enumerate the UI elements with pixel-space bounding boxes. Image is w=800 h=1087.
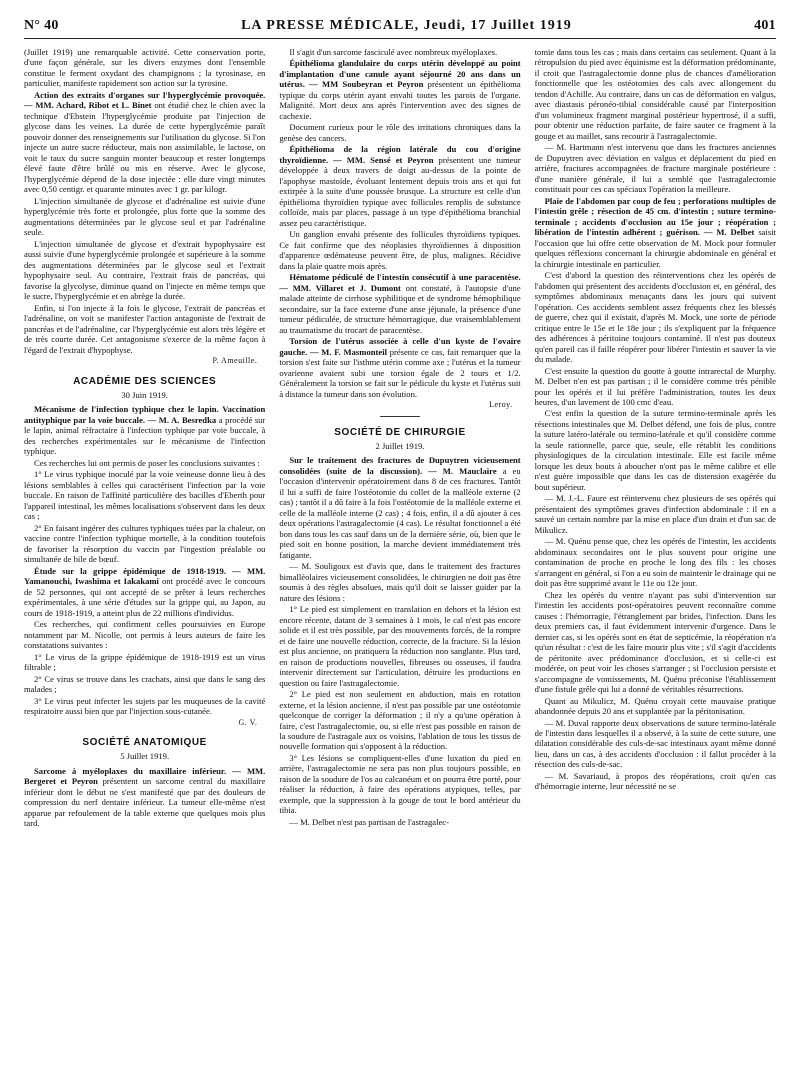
paragraph: — M. J.-L. Faure est réintervenu chez plusieurs de ses opérés qui présentaient des symptômes graves d'infection abdominale : il en a sauvé un certain nombre par la mise en place d'un drain et d'un sac de Mikulicz. [534, 493, 776, 535]
author-signature: P. Ameuille. [212, 356, 258, 366]
paragraph [279, 272, 520, 335]
article-title: Mécanisme de l'infection typhique chez le lapin. Vaccination antityphique par la voie buccale. — M. A. Besredka [24, 404, 266, 425]
paragraph [279, 144, 520, 228]
article-text: ont étudié chez le chien avec la technique d'Ebstein l'hyperglycémie produite par l'injection de glycose dans les veines. La durée de cette hyperglycémie paraît pouvoir donner des renseignements sur l'utilisation du glycose. Si l'on injecte un autre sucre réducteur, mais non assimilable, le lactose, on voit le taux du sucre sanguin monter beaucoup et rester longtemps élevé faute d'être brûlé ou mis en réserve. Avec le glycose, l'hyperglycémie dépend de la dose injectée : elle dure vingt minutes avec 0,50 centigr. et quarante minutes avec 1 gr. par kilogr. [24, 100, 266, 195]
paragraph: C'est ensuite la question du goutte à goutte intrarectal de Murphy. M. Delbet n'en est pas partisan ; il le considère comme très pénible pour les opérés et il lui préfère l'administration, toutes les deux heures, d'un lavement de 100 cmc d'eau. [534, 365, 776, 407]
paragraph: Document curieux pour le rôle des irritations chroniques dans la genèse des cancers. [279, 122, 521, 143]
paragraph: Il s'agit d'un sarcome fasciculé avec nombreux myéloplaxes. [289, 47, 498, 57]
article-text: ont constaté, à l'autopsie d'une malade atteinte de cirrhose syphilitique et de syndrome hémophilique secondaire, sur la face externe d'une anse jéjunale, la présence d'une tumeur pédiculée, de structure hémorragique, due vraisemblablement au traumatisme du trocart de paracentèse. [279, 282, 521, 335]
paragraph: Ces recherches, qui confirment celles poursuivies en Europe notamment par M. Nicolle, ont permis à leurs auteurs de faire les constatations suivantes : [24, 619, 266, 651]
article-title: Épithélioma glandulaire du corps utérin développé au point d'implantation d'une canule ayant séjourné 20 ans dans un utérus. — MM Soubeyran et Peyron [279, 58, 521, 90]
journal-title: LA PRESSE MÉDICALE, Jeudi, 17 Juillet 1919 [241, 18, 572, 33]
paragraph: (Juillet 1919) une remarquable activité. Cette conservation porte, d'une façon générale, sur les divers enzymes dont l'ensemble constitue le ferment oxydant des champignons ; la tyrosinase, en particulier, manifeste rapidement son action sur la tyrosine. [24, 47, 266, 89]
article-title: Étude sur la grippe épidémique de 1918-1919. — MM. Yamanouchi, Iwashima et Iakakami [24, 565, 266, 587]
paragraph: C'est d'abord la question des réinterventions chez les opérés de l'abdomen qui présentent des accidents d'occlusion et, en général, des symptômes abdominaux menaçants dans les jours qui suivent l'opération. Ces accidents semblent assez fréquents chez les blessés de guerre, chez qui il existait, d'après M. Mock, une sorte de période critique entre le 15e et le 18e jour ; ils s'expliquent par la fréquence des adhérences à péritoine toujours contaminé. Il n'est pas douteux qu'en pareil cas il faille réopérer pour libérer l'intestin et sauver la vie du malade. [534, 270, 776, 365]
paragraph [24, 766, 265, 829]
paragraph: 1° Le pied est simplement en translation en dehors et la lésion est encore récente, datant de 3 semaines à 1 mois, le cal n'est pas encore solide et il est très possible, par des mouvements forcés, de la rompre et de faire une nouvelle réduction, correcte, de la fracture. Si la lésion est plus ancienne, on pratiquera la réduction non sanglante. Plus tard, en raison de productions nouvelles, fibreuses ou osseuses, il faudra intervenir directement sur l'articulation, détruire les productions en question ou faire l'astragalectomie. [279, 604, 521, 688]
paragraph: 2° En faisant ingérer des cultures typhiques tuées par la chaleur, on vaccine contre l'infection typhique mortelle, à la condition toutefois de favoriser la résorption du vaccin par l'ingestion préalable ou simultanée de bile de bœuf. [24, 522, 266, 565]
section-date: 5 Juillet 1919. [120, 751, 170, 762]
article-text: ont procédé avec le concours de 52 personnes, qui ont accepté de se prêter à leurs recherches expérimentales, à une série d'études sur la grippe qui, au Japon, au cours de 1918-1919, a atteint plus de 22 millions d'individus. [24, 576, 266, 618]
paragraph: Quant au Mikulicz, M. Quénu croyait cette mauvaise pratique abandonnée depuis 20 ans et supplantée par la péritonisation. [534, 695, 776, 717]
paragraph: L'injection simultanée de glycose et d'extrait hypophysaire est aussi suivie d'une hyperglycémie prolongée et supérieure à la somme des augmentations déterminées par le glycose seul et l'extrait hypophysaire seul. Au contraire, l'extrait frais de pancréas, qui favorise la glycolyse, diminue quand on l'injecte en même temps que le sucre, l'hyperglycémie et en abrège la durée. [24, 238, 266, 302]
paragraph [279, 58, 520, 121]
paragraph: C'est enfin la question de la suture termino-terminale après les résections intestinales que M. Delbet défend, une fois de plus, contre la suture latéro-latérale ou termino-latérale et qu'il considère comme la seule rationnelle, parce que, seule, elle rétablit les conditions physiologiques de la circulation intestinale. Elle est facile même lorsque les deux bouts à aboucher n'ont pas le même calibre et elle n'est guère impossible que dans les cas de distension exagérée du bout supérieur. [534, 408, 776, 492]
paragraph: 1° Le virus de la grippe épidémique de 1918-1919 est un virus filtrable ; [24, 651, 266, 673]
section-title: SOCIÉTÉ ANATOMIQUE [82, 737, 207, 749]
paragraph: 1° Le virus typhique inoculé par la voie veineuse donne lieu à des lésions semblables à celles qui caractérisent l'infection par la voie buccale. En raison de l'affinité particulière des bacilles d'Eberth pour l'appareil intestinal, les mêmes localisations s'observent dans les deux cas ; [24, 469, 266, 522]
paragraph [279, 455, 520, 560]
paragraph: 2° Ce virus se trouve dans les crachats, ainsi que dans le sang des malades ; [24, 673, 266, 695]
page-header [24, 18, 776, 39]
article-text: saisit l'occasion que lui offre cette observation de M. Mock pour formuler quelques réflexions concernant la chirurgie abdominale en général et la chirurgie intestinale en particulier. [534, 227, 776, 269]
author-signature: Leroy. [489, 399, 513, 409]
article-text: présentent un sarcome central du maxillaire inférieur dont le début ne s'est manifesté que par des douleurs de compression du nerf dentaire inférieur. La tumeur elle-même n'est apparue par refoulement de la table externe que quelques mois plus tard. [24, 776, 266, 829]
article-text: a eu l'occasion d'intervenir opératoirement dans 8 de ces fractures. Tantôt il lui a suffi de faire l'ostéotomie du collet de la malléole externe (2 cas) ; tantôt il a dû faire à la fois l'ostéotomie de la malléole externe et celle de la malléole interne (2 cas) ; 4 fois, enfin, il a dû ajouter à ces deux opérations l'astragalectomie (4 cas). Le résultat fonctionnel a été bon dans tous les cas sauf dans un de la dernière série, où, bien que le pied soit en bonne position, la marche devient immédiatement très fatigante. [279, 465, 521, 560]
section-title: SOCIÉTÉ DE CHIRURGIE [334, 426, 466, 438]
paragraph: Un ganglion envahi présente des follicules thyroïdiens typiques. Ce fait confirme que des néoplasies thyroïdiennes à disposition d'apparence œdémateuse peuvent être, de plus, malignes. Récidive dans la plaie quatre mois après. [279, 229, 521, 271]
article-title: Torsion de l'utérus associée à celle d'un kyste de l'ovaire gauche. — M. F. Masmonteil [279, 336, 521, 357]
paragraph [24, 404, 265, 456]
paragraph: 2° Le pied est non seulement en abduction, mais en rotation externe, et la lésion ancienne, il n'est pas possible par une ostéotomie quelconque de corriger la déformation ; il n'y a qu'une opération à faire, c'est l'astragalectomie, ou, si elle n'est pas possible en raison de la soudure de l'astragale aux os voisins, l'ablation de tous les tissus de nouvelle formation qui s'opposent à la réduction. [279, 689, 521, 752]
paragraph: L'injection simultanée de glycose et d'adrénaline est suivie d'une hyperglycémie très forte et prolongée, plus forte que la somme des augmentations déterminées par le glycose seul et par l'adrénaline seule. [24, 195, 266, 238]
column-3 [535, 47, 776, 1087]
page-number: 401 [754, 18, 776, 33]
section-divider [380, 416, 420, 417]
section-title: ACADÉMIE DES SCIENCES [73, 375, 217, 387]
paragraph: 3° Le virus peut infecter les sujets par les muqueuses de la cavité respiratoire aussi bien que par l'injection sous-cutanée. [24, 695, 266, 717]
article-title: Sarcome à myéloplaxes du maxillaire inférieur. — MM. Bergeret et Peyron [24, 765, 266, 787]
article-columns [24, 47, 776, 1087]
section-date: 2 Juillet 1919. [375, 440, 425, 451]
paragraph [279, 336, 520, 399]
paragraph: — M. Savariaud, à propos des réopérations, croit qu'en cas d'hémorragie interne, leur nécessité ne se [534, 770, 776, 792]
article-title: Plaie de l'abdomen par coup de feu ; perforations multiples de l'intestin grêle ; résection de 45 cm. d'intestin ; suture termino-terminale ; accidents d'occlusion au 15e jour ; réopération ; libération de l'intestin adhérent ; guérison. — M. Delbet [534, 195, 776, 238]
paragraph [535, 196, 776, 269]
paragraph: — M. Quénu pense que, chez les opérés de l'intestin, les accidents abdominaux secondaires ont le plus souvent pour origine une contamination de proche en proche le long des fils : les choses s'arrangent en général, si l'on a eu soin de maintenir le drainage qui ne doit pas être supprimé avant le 11e ou 12e jour. [534, 536, 776, 589]
article-text: a procédé sur le lapin, animal réfractaire à l'infection typhique par voie buccale, à des recherches expérimentales sur le mécanisme de l'infection typhique. [24, 414, 266, 457]
article-text: présentent un épithélioma typique du corps utérin ayant envahi toutes les parois de l'organe. Malignité. Mort deux ans après l'intervention avec des signes de cachexie. [279, 79, 521, 121]
column-2 [279, 47, 520, 1087]
article-text: présentent une tumeur développée à deux travers de doigt au-dessus de la pointe de l'apophyse mastoïde, évoluant lentement depuis trois ans et qui fut extirpée à la suite d'une poussée brusque. La structure est celle d'un épithélioma thyroïdien typique avec follicules remplis de substance colloïde, mais par places, passage à un type d'épithélioma branchial assez peu caractéristique. [279, 154, 521, 228]
paragraph: — M. Duval rapporte deux observations de suture termino-latérale de l'intestin dans lesquelles il a observé, à la suite de cette suture, une dilatation considérable des culs-de-sac intestinaux ayant même donné lieu, dans un cas, à des accidents d'occlusion : il fallut procéder à la résection des culs-de-sac. [534, 717, 776, 770]
section-date: 30 Juin 1919. [121, 389, 168, 400]
article-title: Sur le traitement des fractures de Dupuytren vicieusement consolidées (suite de la discussion). — M. Mauclaire [279, 455, 521, 476]
column-1 [24, 47, 265, 1087]
paragraph: tomie dans tous les cas ; mais dans certains cas seulement. Quant à la rétropulsion du pied avec équinisme est la déformation prédominante, il croit que l'astragalectomie donne plus de chances d'amélioration fonctionnelle que les ostéotomies des cals avec allongement du tendon d'Achille. Au contraire, dans un cas de déformation en valgus, avec diastasis péronéo-tibial considérable causé par l'interposition d'un volumineux fragment marginal postérieur hypertrosé, il a suffi, pour obtenir une réduction parfaite, de faire sauter ce fragment à la gouge et au maillet, sans recourir à l'astragalectomie. [534, 47, 776, 141]
paragraph [24, 566, 265, 618]
paragraph [24, 90, 265, 195]
article-text: présente ce cas, fait remarquer que la torsion s'est faite sur l'isthme utérin comme axe ; l'utérus et la tumeur ovarienne avaient subi une torsion égale de 2 tours et 1/2. Généralement la torsion se fait sur le pédicule du kyste et l'utérus suit à distance la tumeur dans son évolution. [279, 346, 521, 399]
article-title: Action des extraits d'organes sur l'hyperglycémie provoquée. — MM. Achard, Ribot et L. Binet [24, 89, 266, 111]
paragraph: — M. Delbet n'est pas partisan de l'astragalec- [289, 816, 449, 827]
paragraph: 3° Les lésions se compliquent-elles d'une luxation du pied en arrière, l'astragalectomie ne sera pas non plus toujours possible, en raison de la soudure de l'os au calcanéum et on pourra être porté, pour réaliser la réduction, à faire des opérations atypiques, telles, par exemple, que la suppression à la gouge de tout le bord antérieur du tibia. [279, 752, 521, 816]
author-signature: G. V. [238, 717, 258, 727]
issue-number: N° 40 [24, 18, 59, 33]
article-title: Épithélioma de la région latérale du cou d'origine thyroïdienne. — MM. Sensé et Peyron [279, 144, 521, 165]
article-title: Hématome pédiculé de l'intestin consécutif à une paracentèse. — MM. Villaret et J. Dumont [279, 272, 521, 293]
paragraph: — M. Hartmann n'est intervenu que dans les fractures anciennes de Dupuytren avec déviation en valgus et déplacement du pied en arrière, fractures accompagnées de fracture marginale postérieure : d'une manière générale, il lui a semblé que l'astragalectomie constituait pour ces cas spéciaux l'opération la meilleure. [534, 142, 776, 195]
paragraph: Ces recherches lui ont permis de poser les conclusions suivantes : [34, 457, 260, 468]
paragraph: — M. Souligoux est d'avis que, dans le traitement des fractures bimalléolaires vicieusement consolidées, le chirurgien ne doit pas être soumis à des règles absolues, mais qu'il doit se laisser guider par la nature des lésions : [279, 561, 521, 603]
paragraph: Enfin, si l'on injecte à la fois le glycose, l'extrait de pancréas et l'adrénaline, on voit se manifester l'action antagoniste de l'extrait de pancréas et de l'adrénaline, car l'hyperglycémie est alors très légère et de très courte durée. Cet antagonisme s'exerce de la même façon à l'égard de l'extrait d'hypophyse. [24, 302, 266, 355]
paragraph: Chez les opérés du ventre n'ayant pas subi d'intervention sur l'intestin les accidents post-opératoires peuvent reconnaître comme causes : l'hémorragie, l'étranglement par brides, l'infection. Dans les deux premiers cas, il faut évidemment intervenir d'urgence. Dans le dernier cas, si les opérés sont en état de septicémie, la réopération n'a qu'un résultat : c'est de les faire mourir plus vite ; s'il s'agit d'accidents de péritonite avec prédominance d'occlusion, et si celle-ci est modérée, on peut voir les choses s'arranger ; si l'occlusion persiste et s'accompagne de vomissements, M. Quénu préconise l'établissement d'une fistule grêle qui lui a donné de véritables résurrections. [534, 589, 776, 695]
